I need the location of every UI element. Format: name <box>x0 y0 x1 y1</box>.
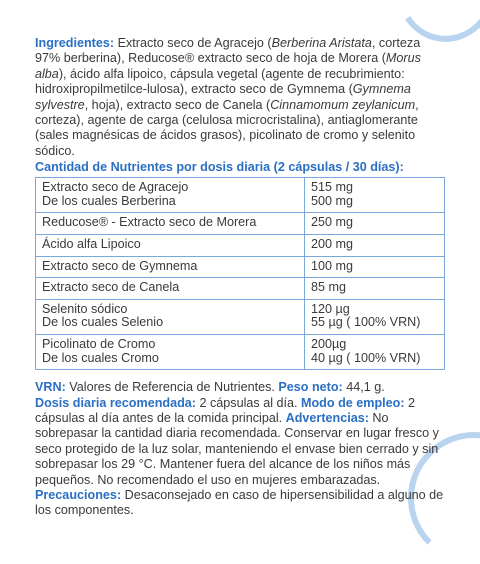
nutrient-name: De los cuales Selenio <box>42 315 164 330</box>
nutrient-amount: 100 mg <box>311 258 354 273</box>
nutrient-amount-cell <box>305 178 445 213</box>
text-fragment: ), ácido alfa lipoico, cápsula vegetal (agente de recubrimiento: hidroxipropilmetilce-lulosa), extracto seco de Gymnema ( <box>35 66 405 97</box>
nutrient-amount: 200µg <box>311 337 347 351</box>
nutrient-amount: 55 µg ( 100% VRN) <box>311 315 421 330</box>
table-title: Cantidad de Nutrientes por dosis diaria (2 cápsulas / 30 días): <box>35 160 404 175</box>
nutrient-amount-cell <box>305 235 445 257</box>
text-fragment: , hoja), extracto seco de Canela ( <box>84 97 271 112</box>
table-row <box>36 178 445 213</box>
footer-paragraph <box>35 380 445 519</box>
table-row <box>36 256 445 278</box>
nutrient-amount: 40 µg ( 100% VRN) <box>311 350 421 365</box>
nutrient-amount: 120 µg <box>311 301 350 316</box>
nutrient-name: De los cuales Cromo <box>42 350 159 365</box>
nutrient-amount-cell <box>305 299 445 334</box>
footer-section <box>35 380 445 519</box>
nutrient-amount-cell <box>305 278 445 300</box>
table-row <box>36 335 445 370</box>
nutrient-name: Extracto seco de Canela <box>42 280 180 295</box>
italic-term: Morus alba <box>35 51 421 81</box>
table-row <box>36 235 445 257</box>
nutrient-amount: 200 mg <box>311 237 354 252</box>
nutrient-name: Picolinato de Cromo <box>42 337 156 351</box>
label-content <box>35 36 445 519</box>
nutrient-amount: 250 mg <box>311 215 354 230</box>
ingredients-paragraph <box>35 36 445 159</box>
nutrient-amount-cell <box>305 213 445 235</box>
nutrients-table-body <box>36 178 445 370</box>
nutrient-name: De los cuales Berberina <box>42 193 176 208</box>
text-fragment: Desaconsejado en caso de hipersensibilidad a alguno de los componentes. <box>35 488 444 518</box>
nutrient-amount: 85 mg <box>311 280 347 295</box>
ingredients-label: Ingredientes: <box>35 36 115 50</box>
nutrient-name-cell <box>36 213 305 235</box>
text-fragment: 44,1 g. <box>342 380 385 395</box>
text-fragment: 2 cápsulas al día. <box>195 395 301 410</box>
italic-term: Berberina Aristata <box>271 36 372 50</box>
nutrient-name-cell <box>36 178 305 213</box>
nutrient-name: Extracto seco de Agracejo <box>42 180 189 195</box>
table-row <box>36 278 445 300</box>
text-fragment: Extracto seco de Agracejo ( <box>114 36 272 50</box>
table-row <box>36 213 445 235</box>
italic-term: Cinnamomum zeylanicum <box>270 97 416 112</box>
text-fragment: , corteza 97% berberina), Reducose® extracto seco de hoja de Morera ( <box>35 36 421 66</box>
nutrient-name: Ácido alfa Lipoico <box>42 237 141 252</box>
ingredients-text <box>35 36 421 158</box>
nutrient-amount-cell <box>305 335 445 370</box>
bold-label: Precauciones: <box>35 488 122 503</box>
ingredients-section <box>35 36 445 159</box>
bold-label: Advertencias: <box>285 411 369 425</box>
nutrient-name: Reducose® - Extracto seco de Morera <box>42 215 257 230</box>
italic-term: Gymnema sylvestre <box>35 82 411 112</box>
bold-label: Dosis diaria recomendada: <box>35 395 196 410</box>
bold-label: Modo de empleo: <box>301 395 405 410</box>
nutrient-name: Selenito sódico <box>42 301 128 316</box>
text-fragment: , corteza), agente de carga (celulosa microcristalina), antiaglomerante (sales magnésicas de ácidos grasos), picolinato de cromo y selenito sódico. <box>35 97 419 158</box>
table-row <box>36 299 445 334</box>
nutrient-amount: 500 mg <box>311 193 354 208</box>
bold-label: Peso neto: <box>278 380 343 395</box>
nutrient-name-cell <box>36 235 305 257</box>
nutrient-name: Extracto seco de Gymnema <box>42 258 198 273</box>
text-fragment: 2 cápsulas al día antes de la comida principal. <box>35 395 416 425</box>
nutrient-name-cell <box>36 256 305 278</box>
nutrient-amount-cell <box>305 256 445 278</box>
nutrient-name-cell <box>36 335 305 370</box>
nutrient-amount: 515 mg <box>311 180 354 195</box>
nutrient-name-cell <box>36 278 305 300</box>
nutrients-table <box>35 177 445 370</box>
nutrient-name-cell <box>36 299 305 334</box>
text-fragment: No sobrepasar la cantidad diaria recomendada. Conservar en lugar fresco y seco protegido de la luz solar, manteniendo el envase bien cerrado y sin sobrepasar los 29 °C. Mantener fuera del alcance de los niños más pequeños. No recomendado el uso en mujeres embarazadas. <box>35 411 439 487</box>
text-fragment: Valores de Referencia de Nutrientes. <box>65 380 279 395</box>
bold-label: VRN: <box>35 380 66 395</box>
